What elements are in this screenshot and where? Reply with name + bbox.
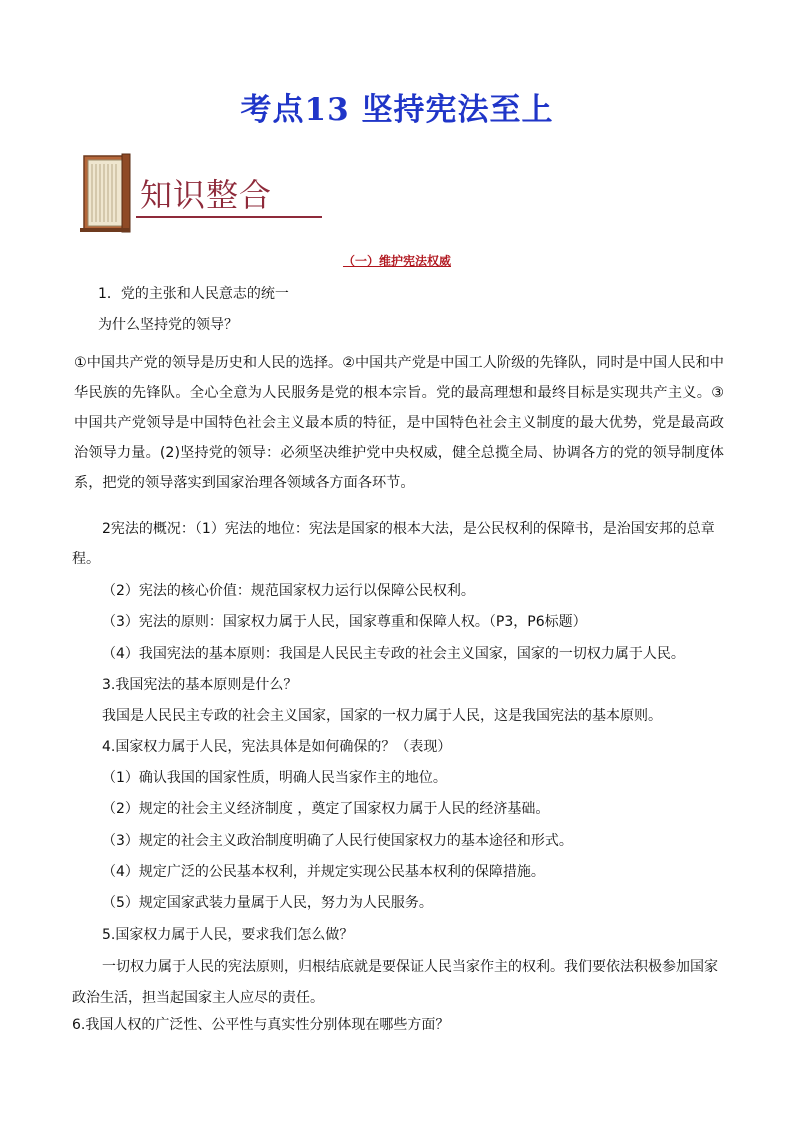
s2-line1: 2宪法的概况：（1）宪法的地位：宪法是国家的根本大法，是公民权利的保障书，是治国安邦的总章 [102, 521, 715, 537]
section-heading: （一）维护宪法权威 [342, 254, 451, 268]
s5-answer-line2: 政治生活，担当起国家主人应尽的责任。 [72, 990, 324, 1006]
s4-item: （4）规定广泛的公民基本权利，并规定实现公民基本权利的保障措施。 [102, 864, 545, 880]
s2-line1-cont: 程。 [72, 551, 100, 567]
knowledge-banner [78, 150, 278, 234]
s4-item: （2）规定的社会主义经济制度 ，奠定了国家权力属于人民的经济基础。 [102, 801, 550, 817]
banner-underline [136, 216, 322, 218]
s4-question: 4.国家权力属于人民，宪法具体是如何确保的？（表现） [102, 739, 452, 755]
s5-answer-line1: 一切权力属于人民的宪法原则，归根结底就是要保证人民当家作主的权利。我们要依法积极参加国家 [102, 959, 718, 975]
s1-answer: ①中国共产党的领导是历史和人民的选择。②中国共产党是中国工人阶级的先锋队，同时是中国人民和中华民族的先锋队。全心全意为人民服务是党的根本宗旨。党的最高理想和最终目标是实现共产主义。③中国共产党领导是中国特色社会主义最本质的特征，是中国特色社会主义制度的最大优势，党是最高政治领导力量。(2)坚持党的领导：必须坚决维护党中央权威，健全总揽全局、协调各方的党的领导制度体系，把党的领导落实到国家治理各领域各方面各环节。 [74, 355, 724, 491]
s6-question: 6.我国人权的广泛性、公平性与真实性分别体现在哪些方面？ [72, 1017, 450, 1033]
s2-item2: （2）宪法的核心价值：规范国家权力运行以保障公民权利。 [102, 583, 475, 599]
s5-question: 5.国家权力属于人民，要求我们怎么做？ [102, 927, 354, 943]
page-title: 考点13 坚持宪法至上 [240, 92, 554, 128]
banner-title: 知识整合 [140, 176, 273, 214]
s4-item: （3）规定的社会主义政治制度明确了人民行使国家权力的基本途径和形式。 [102, 833, 573, 849]
s4-item: （5）规定国家武装力量属于人民，努力为人民服务。 [102, 895, 433, 911]
s1-question: 为什么坚持党的领导？ [98, 317, 238, 333]
s4-item: （1）确认我国的国家性质，明确人民当家作主的地位。 [102, 770, 447, 786]
s1-heading: 1．党的主张和人民意志的统一 [98, 286, 289, 302]
s2-item3: （3）宪法的原则：国家权力属于人民，国家尊重和保障人权。（P3，P6标题） [102, 614, 587, 630]
s3-answer: 我国是人民民主专政的社会主义国家，国家的一权力属于人民，这是我国宪法的基本原则。 [102, 708, 662, 724]
s3-question: 3.我国宪法的基本原则是什么？ [102, 677, 298, 693]
s2-item4: （4）我国宪法的基本原则：我国是人民民主专政的社会主义国家，国家的一切权力属于人民。 [102, 646, 685, 662]
book-icon [78, 150, 134, 234]
